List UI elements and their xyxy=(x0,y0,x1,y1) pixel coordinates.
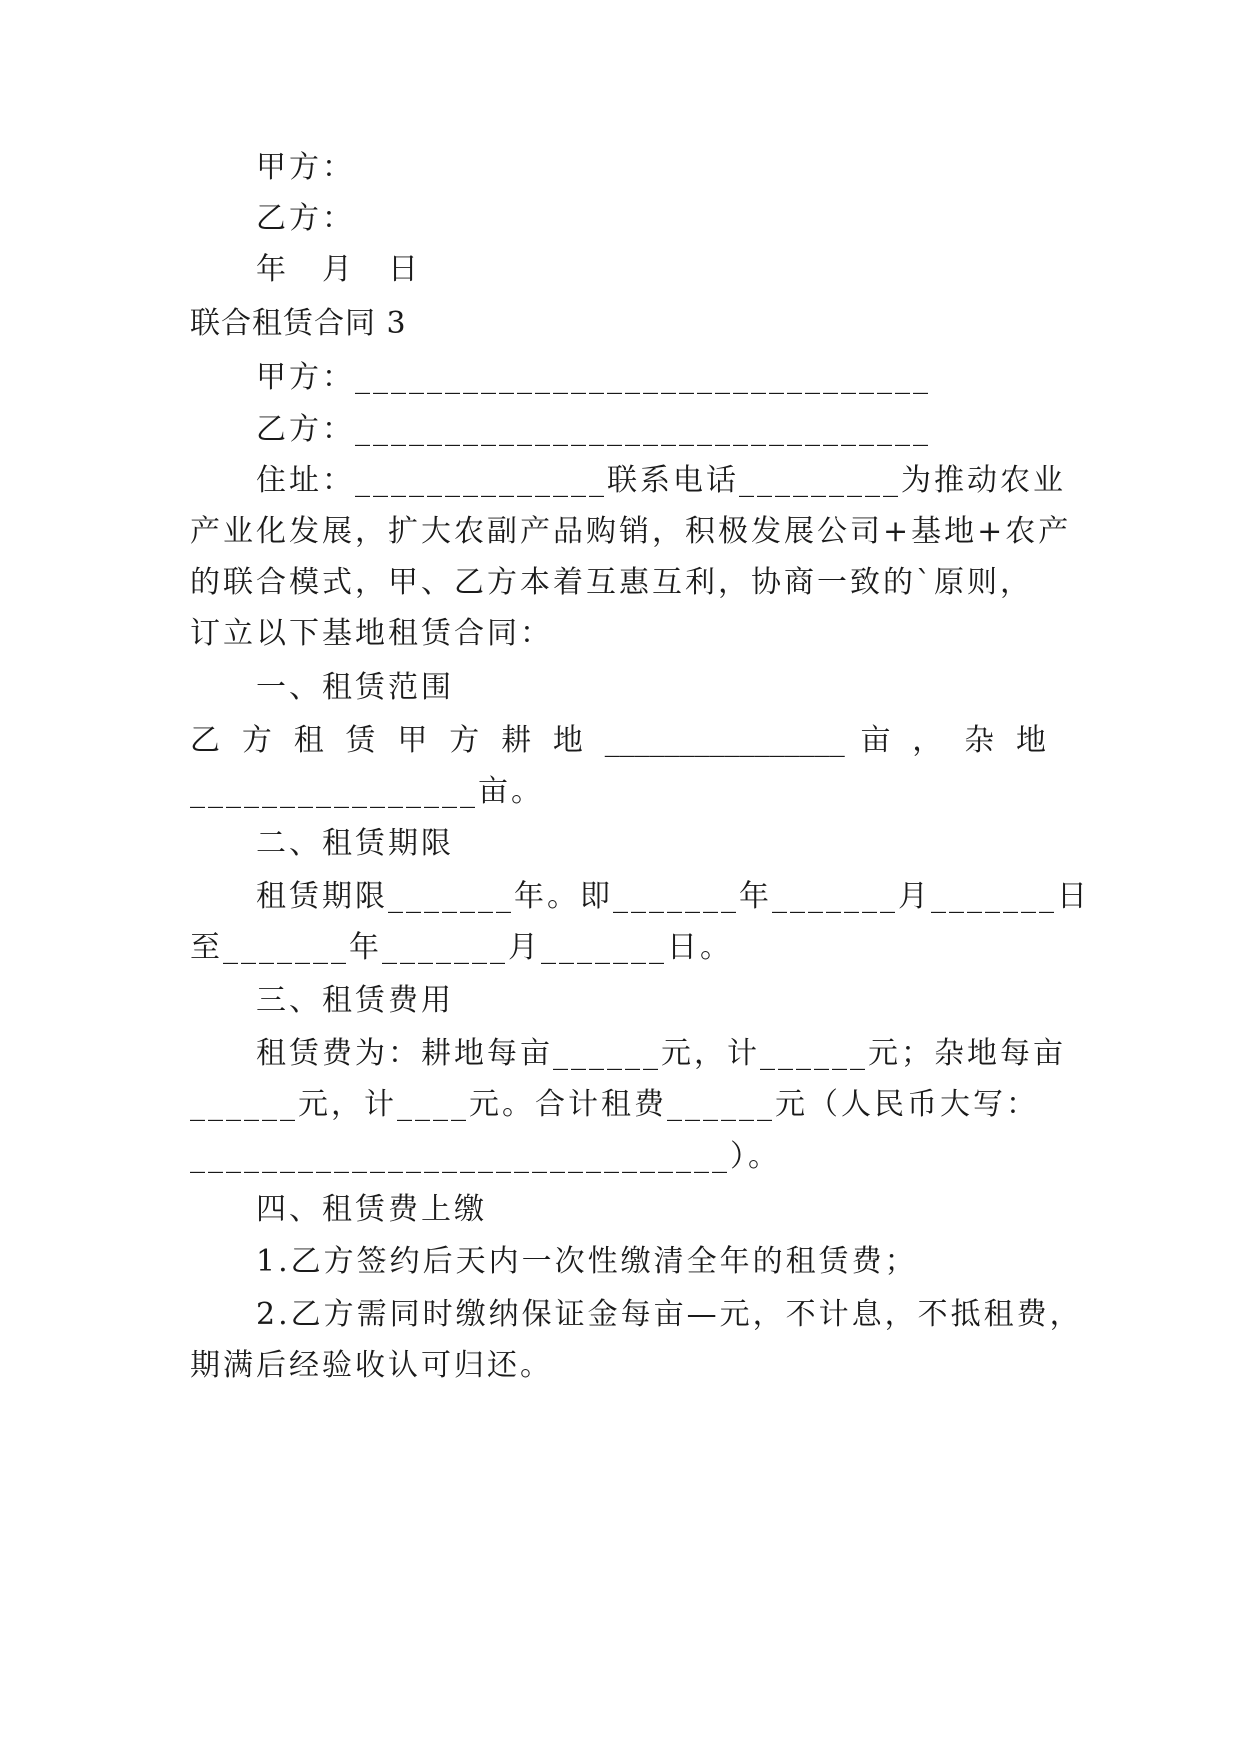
scope-clause: ________________亩。 xyxy=(190,774,544,809)
section-heading-payment: 四、租赁费上缴 xyxy=(256,1192,487,1227)
address-line: 住址：______________联系电话_________为推动农业 xyxy=(256,463,1066,498)
fees-clause: ______元，计____元。合计租费______元（人民币大写： xyxy=(190,1087,1039,1122)
payment-item-2: 2.乙方需同时缴纳保证金每亩—元，不计息，不抵租费， xyxy=(256,1297,1083,1332)
signature-date: 年 月 日 xyxy=(256,252,421,287)
payment-item-1: 1.乙方签约后天内一次性缴清全年的租赁费； xyxy=(256,1244,918,1279)
party-a-signature: 甲方： xyxy=(256,150,355,185)
section-heading-scope: 一、租赁范围 xyxy=(256,670,454,705)
party-a-field: 甲方：________________________________ xyxy=(256,360,931,395)
fees-clause: ______________________________）。 xyxy=(190,1139,781,1174)
party-b-signature: 乙方： xyxy=(256,201,355,236)
contract-title: 联合租赁合同 3 xyxy=(190,306,407,341)
scope-clause: 乙 方 租 赁 甲 方 耕 地 ________________ 亩 ， 杂 地 xyxy=(190,723,1046,758)
section-heading-fees: 三、租赁费用 xyxy=(256,983,454,1018)
term-clause: 租赁期限_______年。即_______年_______月_______日 xyxy=(256,879,1090,914)
fees-clause: 租赁费为：耕地每亩______元，计______元；杂地每亩 xyxy=(256,1036,1066,1071)
payment-item-2: 期满后经验收认可归还。 xyxy=(190,1348,553,1383)
preamble-line: 的联合模式，甲、乙方本着互惠互利，协商一致的`原则， xyxy=(190,565,1033,600)
preamble-line: 订立以下基地租赁合同： xyxy=(190,616,553,651)
term-clause: 至_______年_______月_______日。 xyxy=(190,930,733,965)
section-heading-term: 二、租赁期限 xyxy=(256,826,454,861)
preamble-line: 产业化发展，扩大农副产品购销，积极发展公司+基地+农产 xyxy=(190,514,1072,549)
party-b-field: 乙方：________________________________ xyxy=(256,412,931,447)
